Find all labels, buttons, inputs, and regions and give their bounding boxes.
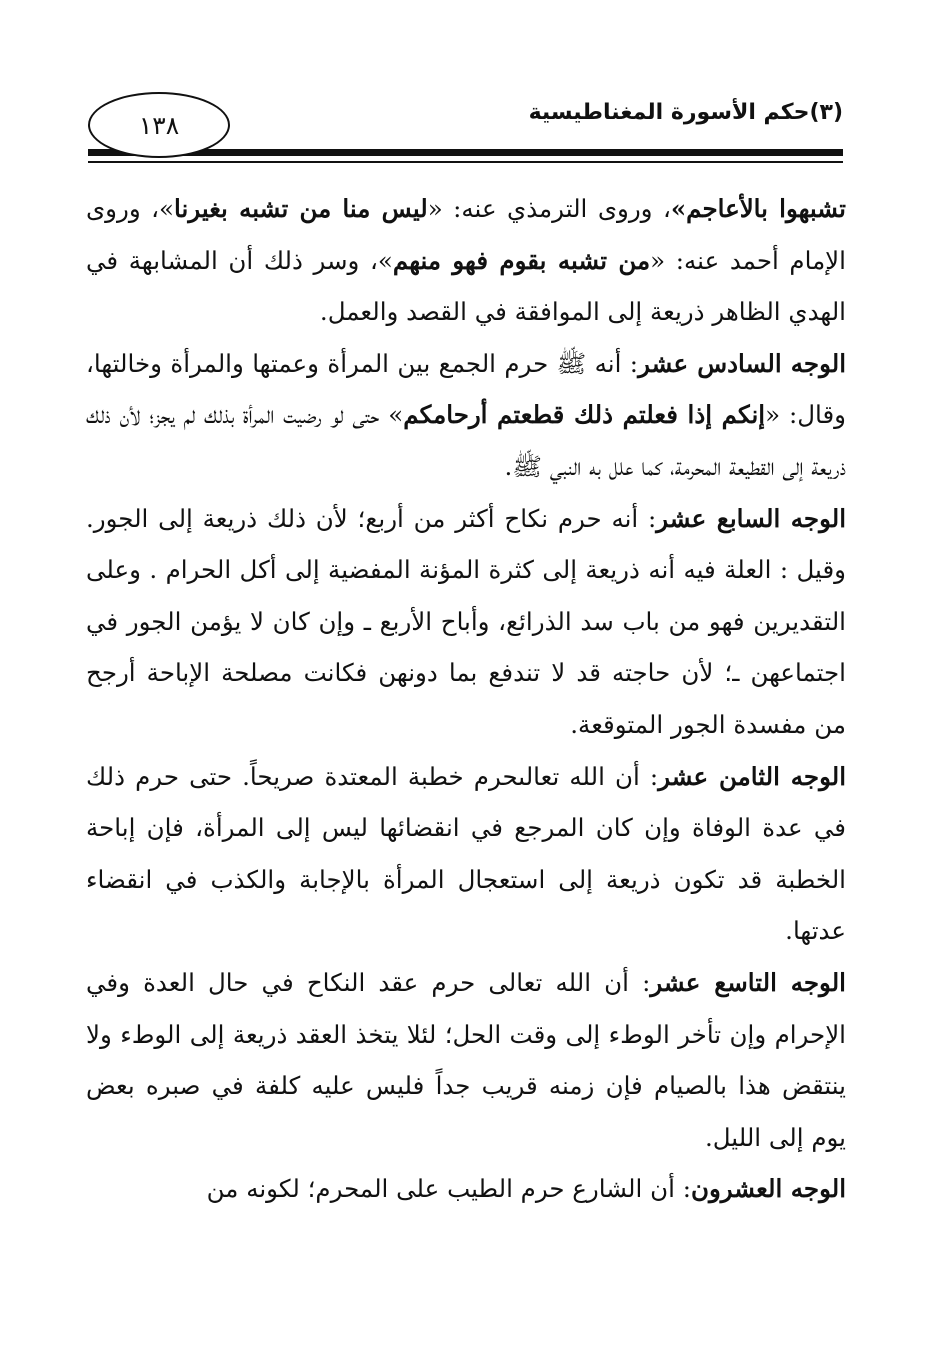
text-run: : أن الله تعالى حرم عقد النكاح في حال العدة وفي الإحرام وإن تأخر الوطء إلى وقت الحل؛ لئلا يتخذ العقد ذريعة إلى الوطء ولا ينتقض هذا بالصيام فإن زمنه قريب جداً فليس عليه كلفة في صبره بعض يوم إلى الليل. [86,967,846,1152]
paragraph [86,183,846,338]
page-header [88,92,843,167]
text-run: : أنه ﷺ حرم الجمع بين المرأة وعمتها والمرأة وخالتها، وقال: « [86,348,847,430]
page-number: ١٣٨ [138,110,180,140]
text-run: »، وروى الإمام أحمد عنه: « [86,194,846,275]
bold-run: ليس منا من تشبه بغيرنا [174,194,428,223]
text-run: : أنه حرم نكاح أكثر من أربع؛ لأن ذلك ذريعة إلى الجور. وقيل : العلة فيه أنه ذريعة إلى كثرة المؤنة المفضية إلى أكل الحرام . وعلى التقديرين فهو من باب سد الذرائع، وأباح الأربع ـ وإن كان لا يؤمن الجور في اجتماعهن ـ؛ لأن حاجته قد لا تندفع بما دونهن فكانت مصلحة الإباحة أرجح من مفسدة الجور المتوقعة. [86,503,846,739]
text-run: ، وروى الترمذي عنه: « [427,194,671,223]
running-title: (٣)حكم الأسورة المغناطيسية [528,100,843,125]
bold-run: تشبهوا بالأعاجم» [670,194,846,223]
header-rule-thin [88,161,843,163]
bold-run: الوجه التاسع عشر [650,967,846,997]
bold-run: الوجه السابع عشر [656,503,846,533]
bold-run: الوجه العشرون [690,1174,846,1204]
text-run: : أن الله تعالىحرم خطبة المعتدة صريحاً. حتى حرم ذلك في عدة الوفاة وإن كان المرجع في انقضائها ليس إلى المرأة، فإن إباحة الخطبة قد تكون ذريعة إلى استعجال المرأة بالإجابة والكذب في انقضاء عدتها. [86,761,846,946]
bold-run: إنكم إذا فعلتم ذلك قطعتم أرحامكم [403,400,766,430]
body-text [86,183,846,1215]
paragraph [86,957,846,1163]
paragraph [86,1163,846,1215]
page-number-oval [88,92,230,158]
text-run: » حتى لو رضيت المرأة بذلك لم يجز؛ لأن ذلك ذريعة إلى القطيعة المحرمة، كما علل به النبي ﷺ. [86,400,846,481]
paragraph [86,493,846,751]
bold-run: من تشبه بقوم فهو منهم [392,245,651,275]
text-run: »، وسر ذلك أن المشابهة في الهدي الظاهر ذريعة إلى الموافقة في القصد والعمل. [86,245,846,327]
text-run: : أن الشارع حرم الطيب على المحرم؛ لكونه من [206,1174,691,1204]
paragraph [86,751,846,957]
bold-run: الوجه السادس عشر [638,348,846,378]
paragraph [86,338,846,493]
bold-run: الوجه الثامن عشر [658,761,846,791]
